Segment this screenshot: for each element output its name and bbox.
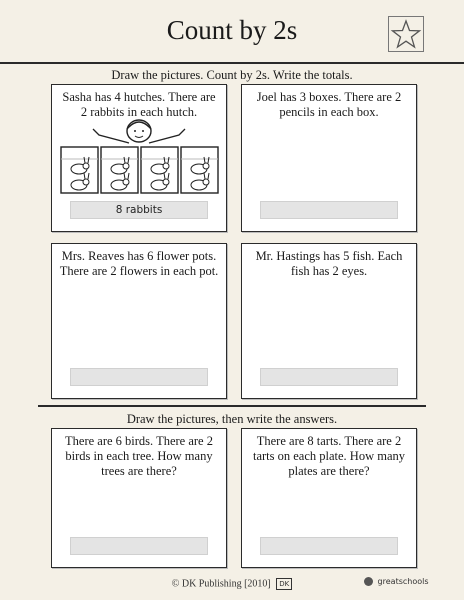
brand-text: greatschools (377, 577, 429, 586)
rabbit-icon (55, 119, 223, 199)
instructions-bottom: Draw the pictures, then write the answers. (126, 412, 338, 426)
answer-field-1[interactable]: 8 rabbits (70, 201, 208, 219)
illustration (55, 119, 223, 199)
answer-field-6[interactable] (260, 537, 398, 555)
answer-field-5[interactable] (70, 537, 208, 555)
problem-box-6 (241, 428, 417, 568)
problem-text-3: Mrs. Reaves has 6 flower pots. There are 2 flowers in each pot. (59, 249, 219, 278)
instructions-top: Draw the pictures. Count by 2s. Write the totals. (111, 68, 353, 82)
problem-box-1 (51, 84, 227, 232)
problem-text-5: There are 6 birds. There are 2 birds in each tree. How many trees are there? (65, 434, 213, 478)
problem-box-5 (51, 428, 227, 568)
dk-logo: DK (276, 578, 292, 590)
star-icon (388, 16, 424, 52)
greatschools-logo (364, 577, 429, 586)
answer-field-3[interactable] (70, 368, 208, 386)
answer-field-4[interactable] (260, 368, 398, 386)
page-title: Count by 2s (166, 15, 298, 45)
greatschools-icon (364, 577, 373, 586)
copyright-text: © DK Publishing [2010] (171, 578, 271, 590)
answer-field-2[interactable] (260, 201, 398, 219)
problem-text-6: There are 8 tarts. There are 2 tarts on each plate. How many plates are there? (252, 434, 406, 478)
problem-text-1: Sasha has 4 hutches. There are 2 rabbits in each hutch. (62, 90, 216, 119)
problem-text-4: Mr. Hastings has 5 fish. Each fish has 2 eyes. (255, 249, 403, 278)
problem-text-2: Joel has 3 boxes. There are 2 pencils in each box. (256, 90, 402, 119)
problem-box-4 (241, 243, 417, 399)
problem-box-3 (51, 243, 227, 399)
problem-box-2 (241, 84, 417, 232)
header (0, 0, 464, 64)
section-divider (38, 405, 426, 407)
